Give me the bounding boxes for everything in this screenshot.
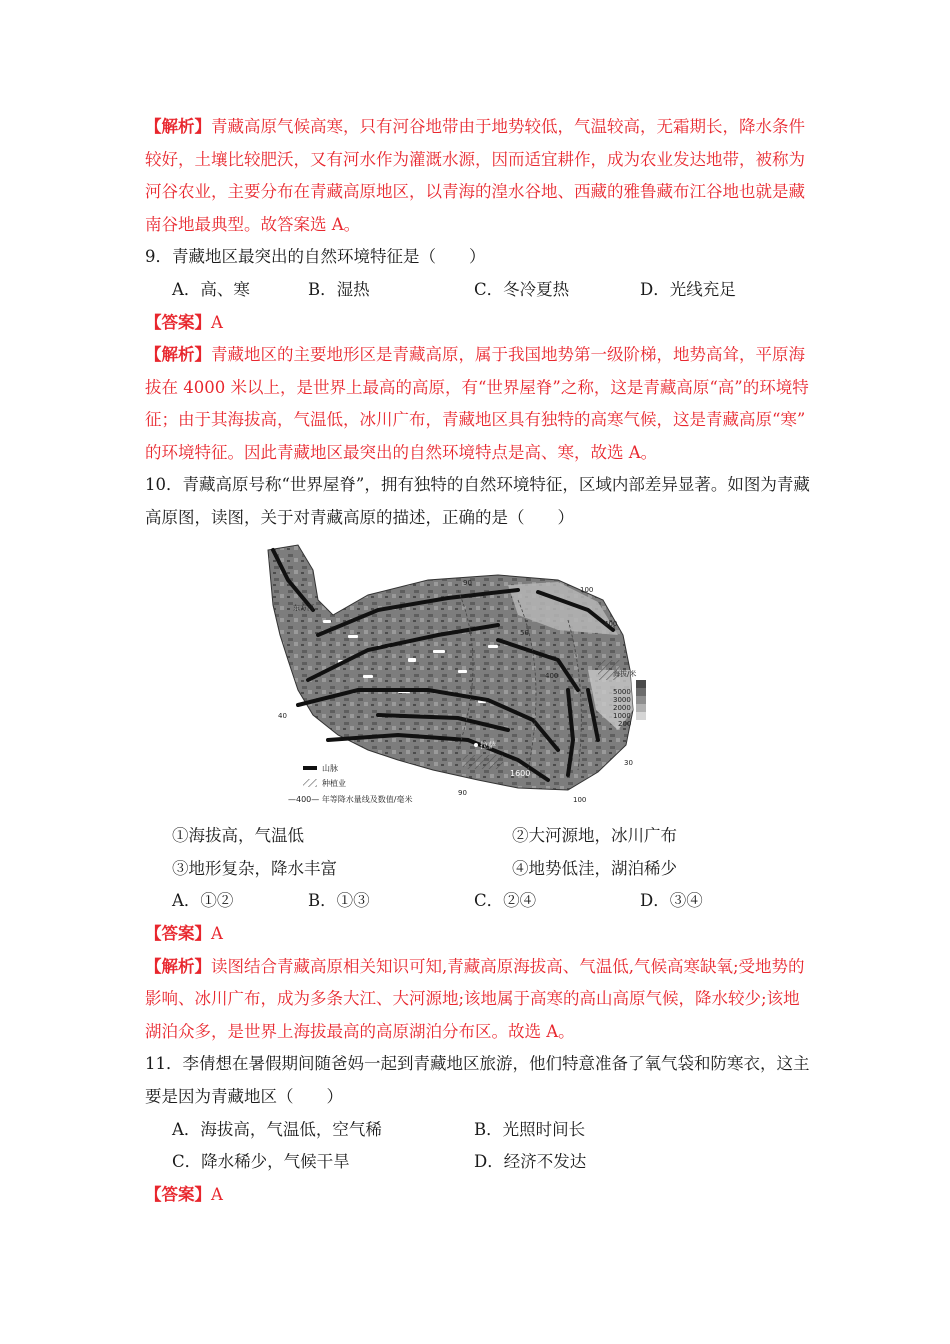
farming-area-1 [463, 755, 503, 769]
qinghai-tibet-plateau-map [258, 540, 658, 820]
plateau-shape [268, 545, 633, 790]
q9-analysis-line-1 [145, 344, 815, 366]
q11-stem-line-1: 11．李倩想在暑假期间随爸妈一起到青藏地区旅游，他们特意准备了氧气袋和防寒衣，这主 [145, 1054, 810, 1073]
answer-tag: 【答案】 [145, 1185, 211, 1204]
map-label-lat-30: 30 [624, 759, 633, 767]
map-label-lon-100-bottom: 100 [573, 796, 587, 804]
q10-stem-line-1: 10．青藏高原号称“世界屋脊”，拥有独特的自然环境特征，区域内部差异显著。如图为青藏 [145, 475, 810, 494]
q9-option-a: A．高、寒 [172, 280, 250, 299]
answer-value: A [211, 1185, 223, 1204]
q10-option-a: A．①② [172, 891, 234, 910]
q11-option-d: D．经济不发达 [474, 1152, 587, 1171]
legend-title: 海拔/米 [613, 670, 637, 678]
q9-analysis-line-3: 征；由于其海拔高，气温低，冰川广布，青藏地区具有独特的高寒气候，这是青藏高原“寒” [145, 410, 806, 429]
q9-answer [145, 312, 815, 334]
map-label-lon-90: 90 [463, 579, 472, 587]
q10-stem-line-2: 高原图，读图，关于对青藏高原的描述，正确的是（ ） [145, 508, 574, 527]
q11-answer [145, 1184, 815, 1206]
analysis-text: 读图结合青藏高原相关知识可知,青藏高原海拔高、气温低,气候高寒缺氧;受地势的 [211, 957, 805, 976]
q9-option-d: D．光线充足 [640, 280, 736, 299]
map-label-isohyet-1600: 1600 [510, 769, 531, 778]
legend-farming: 种植业 [322, 779, 346, 788]
legend-mountain: 山脉 [322, 764, 338, 773]
q10-analysis-line-1 [145, 956, 815, 978]
q11-option-c: C．降水稀少，气候干旱 [172, 1152, 350, 1171]
legend-value-1: 5000 [613, 688, 631, 696]
answer-tag: 【答案】 [145, 313, 211, 332]
lasa-marker [474, 743, 478, 747]
q8-analysis-line-1 [145, 116, 815, 138]
q10-statement-4: ④地势低洼，湖泊稀少 [512, 859, 677, 878]
q10-analysis-line-3: 湖泊众多，是世界上海拔最高的高原湖泊分布区。故选 A。 [145, 1022, 575, 1041]
answer-value: A [211, 924, 223, 943]
legend-isohyet: —400— 年等降水量线及数值/毫米 [288, 795, 413, 804]
analysis-text: 青藏地区的主要地形区是青藏高原，属于我国地势第一级阶梯，地势高耸，平原海 [211, 345, 805, 364]
legend-value-3: 2000 [613, 704, 631, 712]
q8-analysis-line-4: 南谷地最典型。故答案选 A。 [145, 215, 361, 234]
map-label-isohyet-50: 50 [520, 629, 529, 637]
answer-tag: 【答案】 [145, 924, 211, 943]
answer-value: A [211, 313, 223, 332]
q10-option-d: D．③④ [640, 891, 703, 910]
q10-statement-3: ③地形复杂，降水丰富 [172, 859, 337, 878]
map-label-lon-90-bottom: 90 [458, 789, 467, 797]
legend-value-4: 1000 [613, 712, 631, 720]
legend-value-5: 200 [618, 720, 632, 728]
analysis-text: 青藏高原气候高寒，只有河谷地带由于地势较低，气温较高，无霜期长，降水条件 [211, 117, 805, 136]
q10-analysis-line-2: 影响、冰川广布，成为多条大江、大河源地;该地属于高寒的高山高原气候，降水较少;该地 [145, 989, 800, 1008]
q10-statement-2: ②大河源地，冰川广布 [512, 826, 677, 845]
q9-option-c: C．冬冷夏热 [474, 280, 570, 299]
map-label-isohyet-400: 400 [604, 620, 618, 628]
q11-stem-line-2: 要是因为青藏地区（ ） [145, 1087, 343, 1106]
map-legend [288, 763, 413, 804]
q10-option-c: C．②④ [474, 891, 537, 910]
q11-option-a: A．海拔高，气温低，空气稀 [172, 1120, 382, 1139]
analysis-tag: 【解析】 [145, 117, 211, 136]
map-label-lat-40: 40 [278, 712, 287, 720]
analysis-tag: 【解析】 [145, 957, 211, 976]
q11-option-b: B．光照时间长 [474, 1120, 586, 1139]
q10-answer [145, 923, 815, 945]
map-label-river: 东方河 [293, 604, 314, 612]
analysis-tag: 【解析】 [145, 345, 211, 364]
elevation-legend [613, 669, 646, 728]
legend-value-2: 3000 [613, 696, 631, 704]
q10-option-b: B．①③ [308, 891, 370, 910]
map-label-lasa: 拉萨 [480, 741, 496, 750]
q9-analysis-line-4: 的环境特征。因此青藏地区最突出的自然环境特点是高、寒，故选 A。 [145, 443, 658, 462]
q9-analysis-line-2: 拔在 4000 米以上，是世界上最高的高原，有“世界屋脊”之称，这是青藏高原“高”的环境特 [145, 378, 809, 397]
q9-option-b: B．湿热 [308, 280, 370, 299]
q8-analysis-line-3: 河谷农业，主要分布在青藏高原地区，以青海的湟水谷地、西藏的雅鲁藏布江谷地也就是藏 [145, 182, 805, 201]
map-label-lon-100: 100 [580, 586, 594, 594]
q9-stem: 9．青藏地区最突出的自然环境特征是（ ） [145, 247, 486, 266]
map-label-isohyet-400b: 400 [545, 672, 559, 680]
q8-analysis-line-2: 较好，土壤比较肥沃，又有河水作为灌溉水源，因而适宜耕作，成为农业发达地带，被称为 [145, 150, 805, 169]
q10-statement-1: ①海拔高，气温低 [172, 826, 304, 845]
